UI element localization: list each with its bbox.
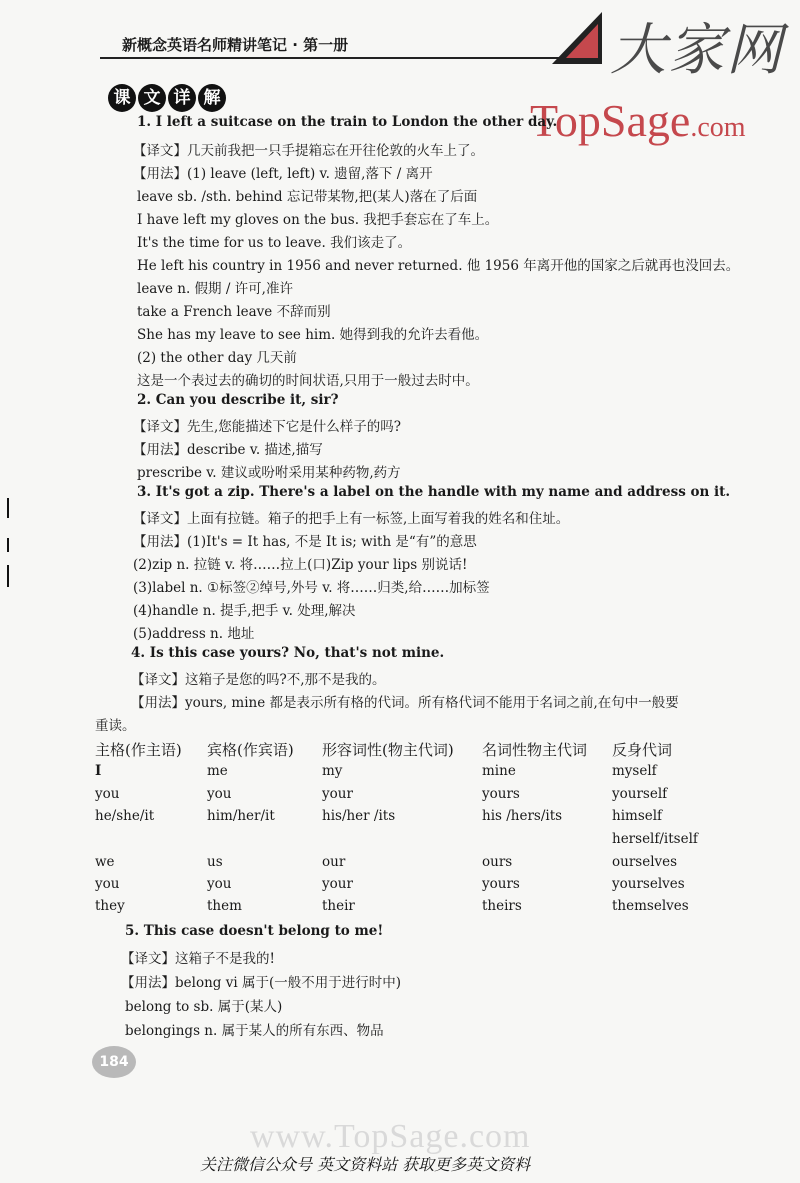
table-cell: my xyxy=(322,763,343,779)
usage-line: 【用法】describe v. 描述,描写 xyxy=(133,442,323,458)
body-line: (3)label n. ①标签②绰号,外号 v. 将……归类,给……加标签 xyxy=(133,580,490,596)
table-header: 反身代词 xyxy=(612,741,673,759)
table-cell: their xyxy=(322,898,355,914)
logo-english-main: TopSage xyxy=(530,95,691,146)
sentence-heading: 4. Is this case yours? No, that's not mine. xyxy=(131,645,445,661)
sentence-heading: 1. I left a suitcase on the train to London the other day. xyxy=(137,114,558,130)
section-badge xyxy=(108,84,226,112)
body-line: 重读。 xyxy=(95,718,136,734)
sentence-heading: 3. It's got a zip. There's a label on the handle with my name and address on it. xyxy=(137,484,731,500)
usage-line: 【用法】(1) leave (left, left) v. 遗留,落下 / 离开 xyxy=(133,166,433,182)
body-line: belong to sb. 属于(某人) xyxy=(125,999,283,1015)
table-cell: themselves xyxy=(612,898,689,914)
table-cell: them xyxy=(207,898,242,914)
table-cell: they xyxy=(95,898,125,914)
table-cell: you xyxy=(95,876,120,892)
table-cell: ours xyxy=(482,854,513,870)
body-line: leave sb. /sth. behind 忘记带某物,把(某人)落在了后面 xyxy=(137,189,478,205)
badge-char: 文 xyxy=(138,84,166,112)
table-cell: you xyxy=(95,786,120,802)
table-header: 名词性物主代词 xyxy=(482,741,588,759)
usage-line: 【用法】(1)It's = It has, 不是 It is; with 是“有”的意思 xyxy=(133,534,477,550)
table-header: 形容词性(物主代词) xyxy=(322,741,454,759)
table-cell: me xyxy=(207,763,228,779)
table-cell: your xyxy=(322,876,353,892)
usage-line: 【用法】yours, mine 都是表示所有格的代词。所有格代词不能用于名词之前,在句中一般要 xyxy=(131,695,679,711)
body-line: belongings n. 属于某人的所有东西、物品 xyxy=(125,1023,384,1039)
body-line: He left his country in 1956 and never returned. 他 1956 年离开他的国家之后就再也没回去。 xyxy=(137,258,740,274)
footer-watermark: www.TopSage.com xyxy=(250,1118,531,1155)
body-line: leave n. 假期 / 许可,准许 xyxy=(137,281,293,297)
table-cell: mine xyxy=(482,763,516,779)
table-cell: us xyxy=(207,854,223,870)
header-title: 新概念英语名师精讲笔记 · 第一册 xyxy=(122,36,349,54)
sentence-heading: 5. This case doesn't belong to me! xyxy=(125,923,384,939)
translation-line: 【译文】这箱子是您的吗?不,那不是我的。 xyxy=(131,672,386,688)
badge-char: 解 xyxy=(198,84,226,112)
table-cell: we xyxy=(95,854,115,870)
header-rule xyxy=(100,57,600,59)
table-cell: yourselves xyxy=(612,876,685,892)
table-cell: you xyxy=(207,876,232,892)
logo-english-suffix: .com xyxy=(690,112,746,143)
table-cell: yours xyxy=(482,786,520,802)
page-number: 184 xyxy=(92,1046,136,1078)
body-line: 这是一个表过去的确切的时间状语,只用于一般过去时中。 xyxy=(137,373,479,389)
footer-note: 关注微信公众号 英文资料站 获取更多英文资料 xyxy=(200,1155,531,1174)
translation-line: 【译文】几天前我把一只手提箱忘在开往伦敦的火车上了。 xyxy=(133,143,484,159)
table-header: 主格(作主语) xyxy=(95,741,182,759)
margin-mark xyxy=(7,498,9,518)
table-cell: your xyxy=(322,786,353,802)
table-cell: he/she/it xyxy=(95,808,155,824)
margin-mark xyxy=(7,565,9,587)
table-cell: herself/itself xyxy=(612,831,698,847)
margin-mark xyxy=(7,538,9,552)
body-line: (4)handle n. 提手,把手 v. 处理,解决 xyxy=(133,603,356,619)
body-line: (5)address n. 地址 xyxy=(133,626,255,642)
table-cell: you xyxy=(207,786,232,802)
logo-mark-icon xyxy=(548,8,608,68)
badge-char: 课 xyxy=(108,84,136,112)
badge-char: 详 xyxy=(168,84,196,112)
body-line: It's the time for us to leave. 我们该走了。 xyxy=(137,235,412,251)
body-line: She has my leave to see him. 她得到我的允许去看他。 xyxy=(137,327,489,343)
table-cell: his/her /its xyxy=(322,808,396,824)
table-cell: his /hers/its xyxy=(482,808,563,824)
translation-line: 【译文】这箱子不是我的! xyxy=(121,951,275,967)
body-line: take a French leave 不辞而别 xyxy=(137,304,331,320)
table-cell: yourself xyxy=(612,786,668,802)
table-cell: theirs xyxy=(482,898,522,914)
table-cell: myself xyxy=(612,763,657,779)
body-line: (2) the other day 几天前 xyxy=(137,350,297,366)
table-cell: himself xyxy=(612,808,663,824)
table-cell: ourselves xyxy=(612,854,678,870)
body-line: I have left my gloves on the bus. 我把手套忘在了车上。 xyxy=(137,212,499,228)
table-cell: our xyxy=(322,854,346,870)
logo-english xyxy=(530,94,746,147)
body-line: (2)zip n. 拉链 v. 将……拉上(口)Zip your lips 别说话! xyxy=(133,557,468,573)
translation-line: 【译文】先生,您能描述下它是什么样子的吗? xyxy=(133,419,402,435)
body-line: prescribe v. 建议或吩咐采用某种药物,药方 xyxy=(137,465,401,481)
table-cell: I xyxy=(95,763,102,779)
translation-line: 【译文】上面有拉链。箱子的把手上有一标签,上面写着我的姓名和住址。 xyxy=(133,511,570,527)
logo-chinese: 大家网 xyxy=(610,18,784,83)
table-header: 宾格(作宾语) xyxy=(207,741,294,759)
usage-line: 【用法】belong vi 属于(一般不用于进行时中) xyxy=(121,975,401,991)
table-cell: yours xyxy=(482,876,520,892)
sentence-heading: 2. Can you describe it, sir? xyxy=(137,392,339,408)
table-cell: him/her/it xyxy=(207,808,275,824)
